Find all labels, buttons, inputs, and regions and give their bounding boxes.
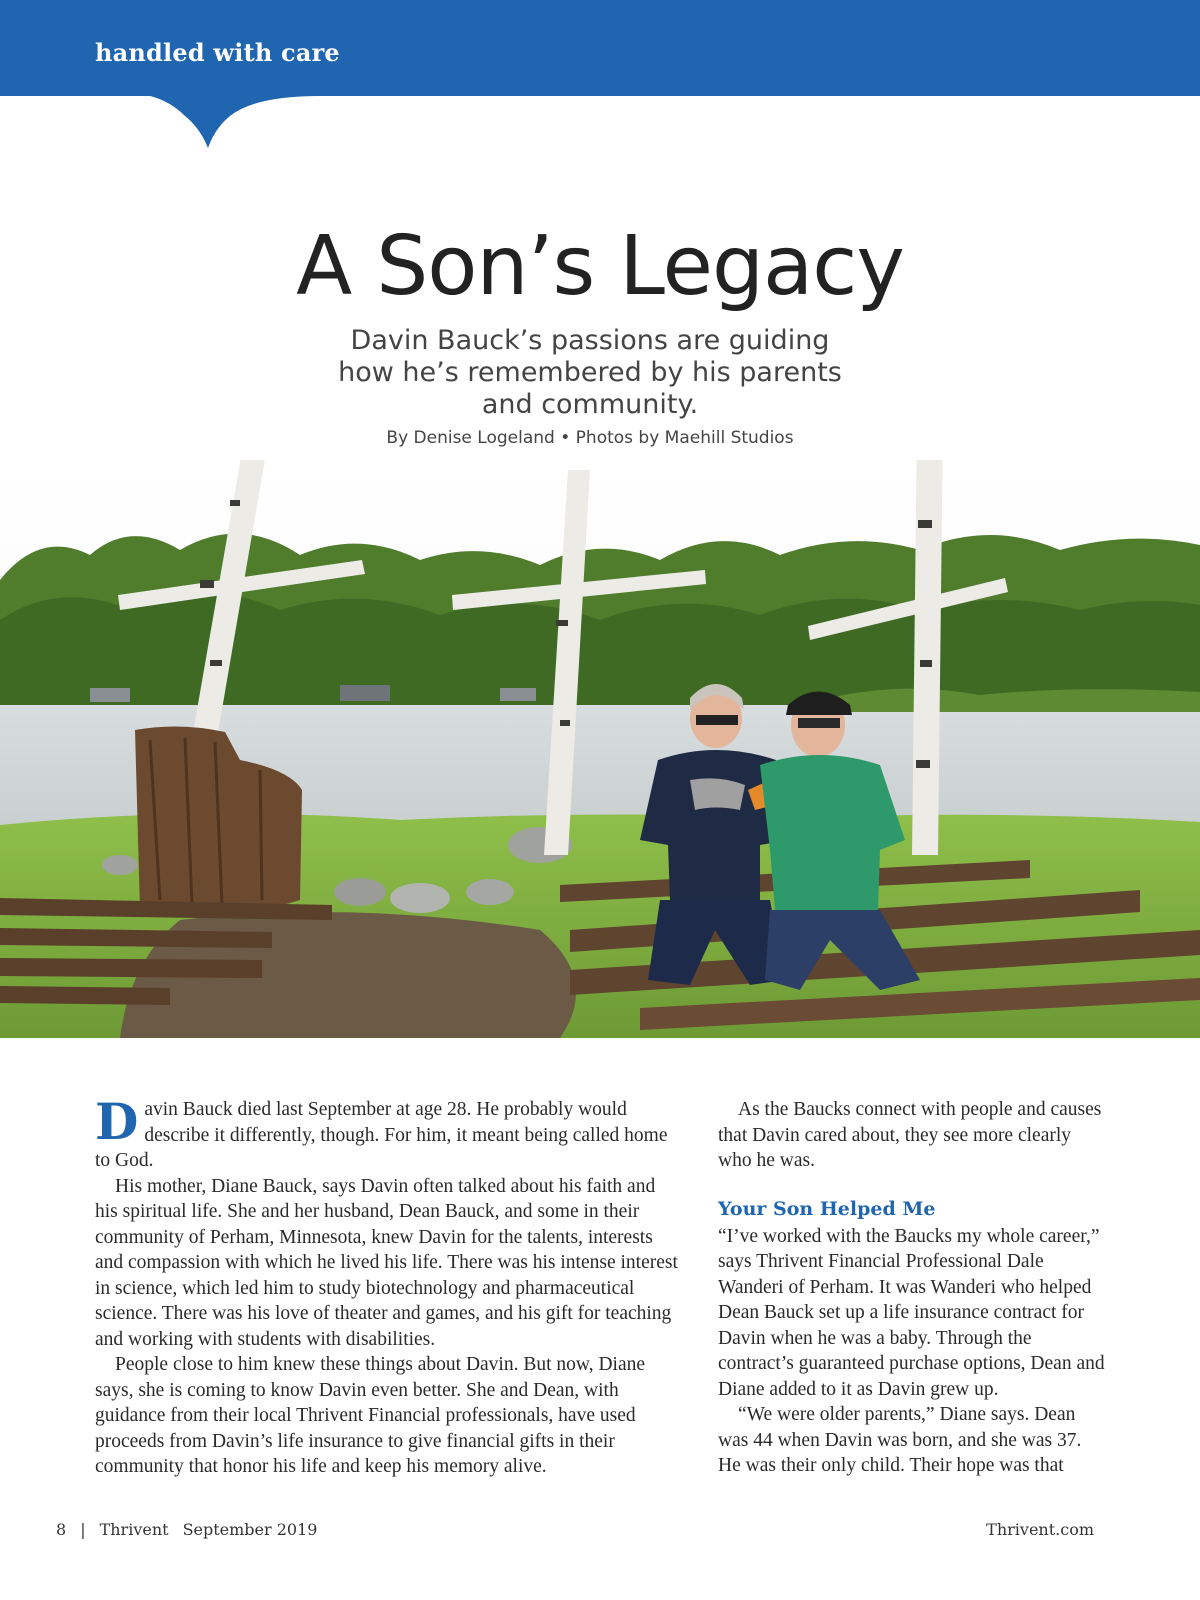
section-label: handled with care (95, 38, 340, 67)
article-body-right-column (718, 1097, 1108, 1479)
header-notch-decoration (0, 96, 320, 156)
article-body-left-column (95, 1092, 680, 1480)
page-footer-left (56, 1520, 331, 1539)
body-paragraph-text: avin Bauck died last September at age 28. He probably would describe it differently, though. For him, it meant being called home to God. (95, 1099, 668, 1171)
footer-separator: | (80, 1520, 86, 1539)
publication-name: Thrivent (99, 1520, 169, 1539)
article-title: A Son’s Legacy (296, 219, 904, 314)
body-paragraph: As the Baucks connect with people and causes that Davin cared about, they see more clearly who he was. (718, 1099, 1102, 1171)
body-paragraph: His mother, Diane Bauck, says Davin often talked about his faith and his spiritual life. She and her husband, Dean Bauck, and some in their community of Perham, Minnesota, knew Davin for the talents, interests and compassion with which he lived his life. There was his intense interest in science, which led him to study biotechnology and pharmaceutical science. There was his love of theater and games, and his gift for teaching and working with students with disabilities. (95, 1175, 678, 1350)
section-header-bar (0, 0, 1200, 96)
issue-date: September 2019 (182, 1520, 318, 1539)
page-number: 8 (56, 1520, 67, 1539)
section-subhead: Your Son Helped Me (718, 1197, 936, 1220)
drop-cap: D (95, 1092, 139, 1151)
article-byline: By Denise Logeland • Photos by Maehill Studios (386, 428, 794, 448)
website-link[interactable]: Thrivent.com (986, 1520, 1094, 1539)
body-paragraph: People close to him knew these things about Davin. But now, Diane says, she is coming to know Davin even better. She and Dean, with guidance from their local Thrivent Financial professionals, have used proceeds from Davin’s life insurance to give financial gifts in their community that honor his life and keep his memory alive. (95, 1354, 646, 1477)
article-dek: Davin Bauck’s passions are guiding how he’s remembered by his parents and community. (338, 325, 842, 420)
body-paragraph (95, 1092, 680, 1174)
body-paragraph: “We were older parents,” Diane says. Dean was 44 when Davin was born, and she was 37. He was their only child. Their hope was that (718, 1404, 1082, 1476)
body-paragraph: “I’ve worked with the Baucks my whole career,” says Thrivent Financial Professional Dale Wanderi of Perham. It was Wanderi who helped Dean Bauck set up a life insurance contract for Davin when he was a baby. Through the contract’s guaranteed purchase options, Dean and Diane added to it as Davin grew up. (718, 1225, 1105, 1400)
hero-photo (0, 460, 1200, 1038)
